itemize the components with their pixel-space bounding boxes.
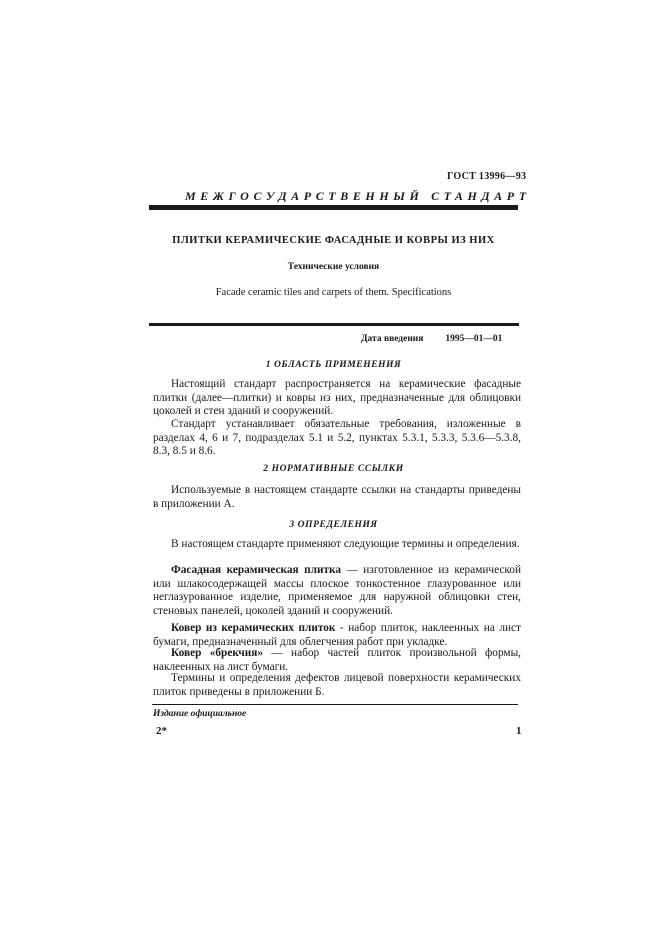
header-rule [149, 205, 518, 210]
definition-breccia-carpet: Ковер «брекчия» — набор частей плиток произвольной формы, наклеенных на лист бумаги. [153, 647, 521, 673]
introduction-date-label: Дата введения [361, 334, 424, 344]
introduction-date [361, 334, 502, 344]
section-3-paragraph-1: В настоящем стандарте применяют следующие термины и определения. [171, 538, 520, 550]
footer-rule [152, 704, 518, 705]
english-title: Facade ceramic tiles and carpets of them. Specifications [215, 287, 452, 298]
definition-facade-tile: Фасадная керамическая плитка — изготовленное из керамической или шлакосодержащей массы плоское тонкостенное глазурованное или неглазурованное изделие, применяемое для наружной облицовки стен, стеновых панелей, цоколей зданий и сооружений. [153, 564, 522, 617]
term-breccia-carpet: Ковер «брекчия» [171, 647, 264, 659]
sheet-mark: 2* [156, 725, 167, 737]
interstate-standard-label: МЕЖГОСУДАРСТВЕННЫЙ СТАНДАРТ [185, 189, 531, 203]
document-code: ГОСТ 13996—93 [447, 171, 527, 182]
term-facade-tile: Фасадная керамическая плитка [171, 564, 342, 576]
section-1-paragraph-1: Настоящий стандарт распространяется на керамические фасадные плитки (далее—плитки) и ковры из них, предназначенные для облицовки цоколей и стен зданий и сооружений. [153, 378, 521, 417]
document-title: ПЛИТКИ КЕРАМИЧЕСКИЕ ФАСАДНЫЕ И КОВРЫ ИЗ НИХ [172, 235, 495, 246]
definition-tile-carpet: Ковер из керамических плиток - набор плиток, наклеенных на лист бумаги, предназначенный для облегчения работ при укладке. [153, 622, 521, 648]
section-1-heading: 1 ОБЛАСТЬ ПРИМЕНЕНИЯ [265, 360, 402, 370]
section-2-paragraph-1: Используемые в настоящем стандарте ссылки на стандарты приведены в приложении А. [153, 484, 521, 510]
term-tile-carpet: Ковер из керамических плиток [171, 622, 336, 634]
section-3-heading: 3 ОПРЕДЕЛЕНИЯ [289, 520, 378, 530]
introduction-date-value: 1995—01—01 [445, 334, 503, 344]
official-edition-label: Издание официальное [153, 709, 247, 719]
section-2-heading: 2 НОРМАТИВНЫЕ ССЫЛКИ [263, 464, 404, 474]
title-rule [149, 323, 519, 326]
document-subtitle: Технические условия [287, 262, 380, 272]
section-1-paragraph-2: Стандарт устанавливает обязательные требования, изложенные в разделах 4, 6 и 7, подразделах 5.1 и 5.2, пунктах 5.3.1, 5.3.3, 5.3.6—5.3.8, 8.3, 8.5 и 8.6. [153, 418, 521, 457]
page-number: 1 [516, 725, 522, 737]
section-3-paragraph-2: Термины и определения дефектов лицевой поверхности керамических плиток приведены в приложении Б. [153, 672, 521, 698]
